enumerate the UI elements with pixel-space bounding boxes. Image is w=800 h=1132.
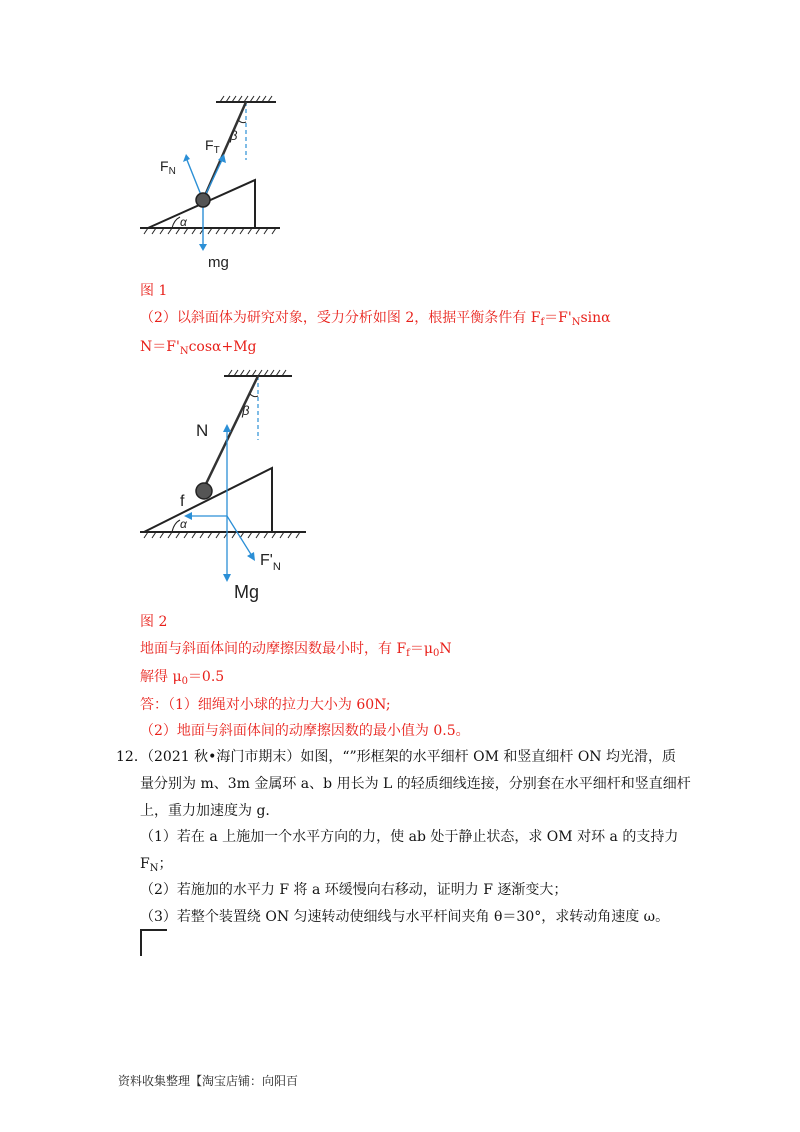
solution-line-1: （2）以斜面体为研究对象，受力分析如图 2，根据平衡条件有 $F_f=F'_N\sin\alpha$: [140, 310, 611, 328]
fig2-normal-label: N: [196, 421, 209, 440]
answer-1: 答：（1）细绳对小球的拉力大小为 60N;: [140, 697, 391, 713]
fig1-alpha-label: α: [180, 215, 187, 229]
conclusion-line-1: 地面与斜面体间的动摩擦因数最小时，有 $F_f=\mu_0N$: [140, 641, 452, 659]
fig1-weight-label: mg: [208, 254, 229, 271]
fig1-beta-label: β: [230, 128, 238, 143]
fig2-weight-label: Mg: [234, 582, 260, 602]
fig1-normal-label: $F_N$: [160, 158, 176, 177]
fig2-friction-label: f: [180, 493, 185, 510]
problem-12-figure-placeholder: [139, 928, 169, 958]
conclusion-line-2: 解得 $\mu_0=0.5$: [140, 669, 225, 687]
figure-1-caption: 图 1: [140, 283, 168, 299]
fig2-reaction-label: $F'_N$: [260, 552, 281, 573]
problem-12-line-3: 上，重力加速度为 g.: [140, 803, 270, 819]
problem-12-line-1: （2021 秋•海门市期末）如图，“”形框架的水平细杆 OM 和竖直细杆 ON 均光滑，质: [140, 749, 676, 765]
figure-2-caption: 图 2: [140, 614, 168, 630]
problem-12-question-3: （3）若整个装置绕 ON 匀速转动使细线与水平杆间夹角 θ＝30°，求转动角速度 ω。: [140, 909, 670, 925]
footer-text: 资料收集整理【淘宝店铺：向阳百: [118, 1074, 299, 1088]
fig2-beta-label: β: [242, 403, 250, 418]
problem-12-number: 12．: [116, 749, 148, 765]
problem-12-question-1-cont: $F_N$；: [140, 856, 173, 874]
problem-12-line-2: 量分别为 m、3m 金属环 a、b 用长为 L 的轻质细线连接，分别套在水平细杆和竖直细杆: [140, 776, 691, 792]
fig2-alpha-label: α: [180, 517, 187, 531]
fig1-tension-label: $F_T$: [205, 137, 220, 156]
solution-line-2: $N=F'_N\cos\alpha+Mg$: [140, 339, 257, 357]
problem-12-question-1: （1）若在 a 上施加一个水平方向的力，使 ab 处于静止状态，求 OM 对环 a 的支持力: [140, 829, 679, 845]
answer-2: （2）地面与斜面体间的动摩擦因数的最小值为 0.5。: [140, 723, 470, 739]
figure-2-diagram: [134, 360, 314, 605]
problem-12-question-2: （2）若施加的水平力 F 将 a 环缓慢向右移动，证明力 F 逐渐变大；: [140, 882, 568, 898]
figure-1-diagram: [130, 88, 290, 278]
